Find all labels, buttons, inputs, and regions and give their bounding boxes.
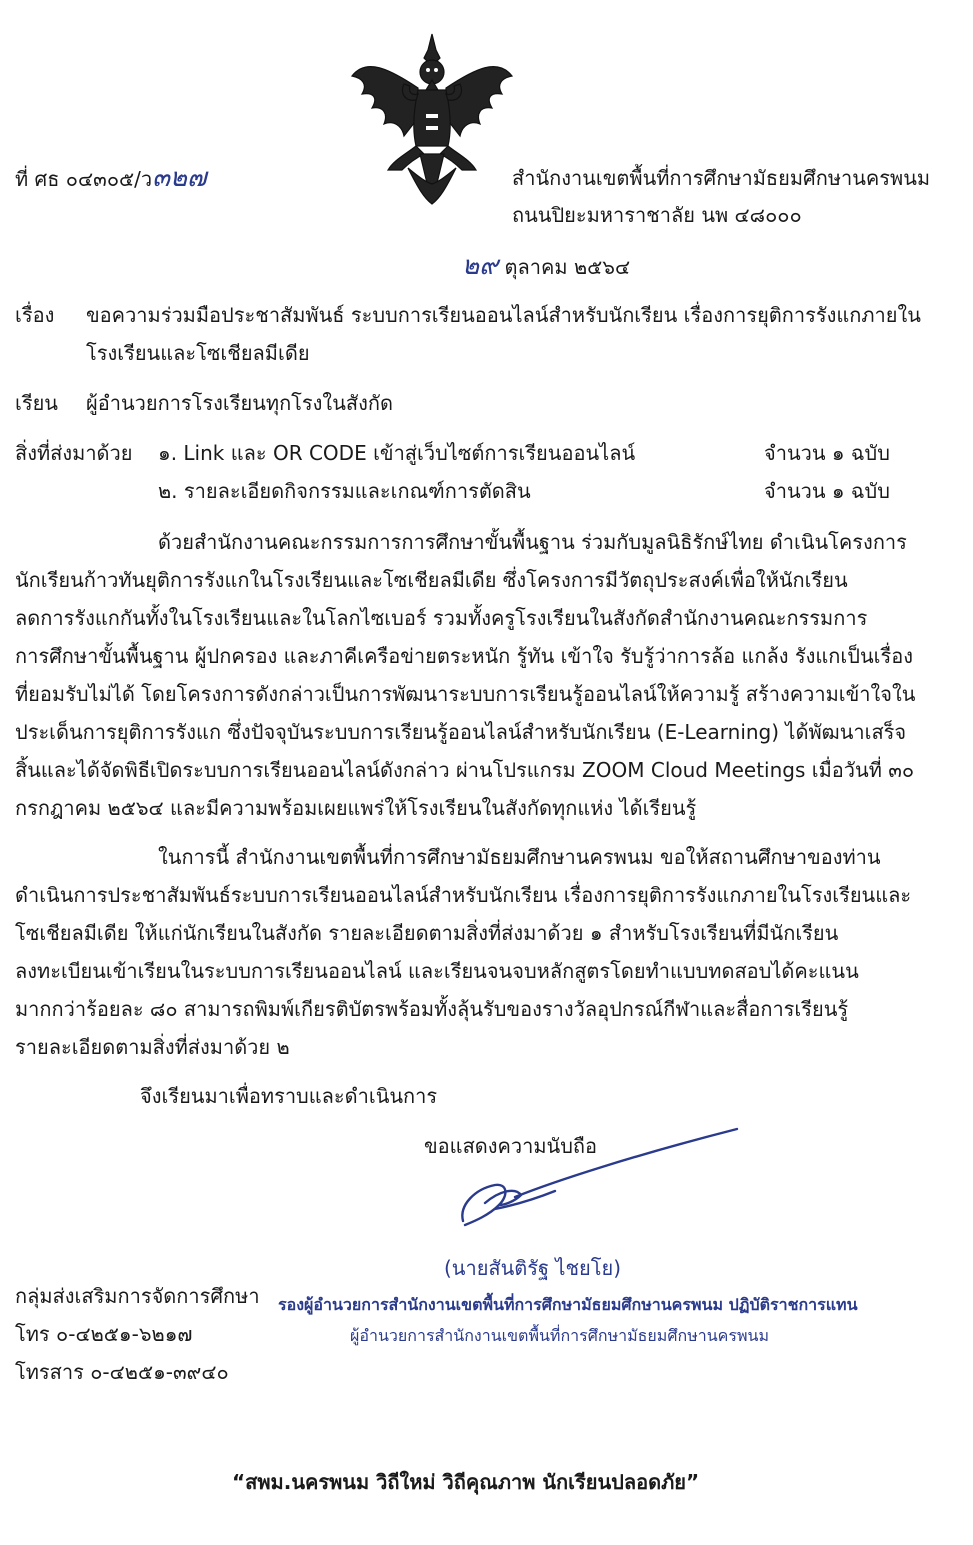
recipient-value: ผู้อำนวยการโรงเรียนทุกโรงในสังกัด: [86, 391, 393, 415]
paragraph-2-line: โซเชียลมีเดีย ให้แก่นักเรียนในสังกัด รายละเอียดตามสิ่งที่ส่งมาด้วย ๑ สำหรับโรงเรียนที่มีนักเรียน: [15, 921, 839, 945]
paragraph-1-line: สิ้นและได้จัดพิธีเปิดระบบการเรียนออนไลน์ดังกล่าว ผ่านโปรแกรม ZOOM Cloud Meetings เมื่อวันที่ ๓๐: [15, 758, 915, 782]
reference-number: [15, 163, 207, 193]
paragraph-1-line: ที่ยอมรับไม่ได้ โดยโครงการดังกล่าวเป็นการพัฒนาระบบการเรียนรู้ออนไลน์ให้ความรู้ สร้างความเข้าใจใน: [15, 682, 916, 706]
paragraph-1-line: นักเรียนก้าวทันยุติการรังแกในโรงเรียนและโซเชียลมีเดีย ซึ่งโครงการมีวัตถุประสงค์เพื่อให้นักเรียน: [15, 568, 848, 592]
enclosure-item-count: จำนวน ๑ ฉบับ: [764, 441, 890, 465]
subject-line-2: โรงเรียนและโซเชียลมีเดีย: [86, 341, 310, 365]
enclosure-item-text: ๒. รายละเอียดกิจกรรมและเกณฑ์การตัดสิน: [158, 479, 531, 503]
salutation: ขอแสดงความนับถือ: [424, 1134, 598, 1158]
recipient-label: เรียน: [15, 391, 58, 415]
signer-title-line-2: ผู้อำนวยการสำนักงานเขตพื้นที่การศึกษามัธยมศึกษานครพนม: [350, 1326, 769, 1345]
slogan: “สพม.นครพนม วิถีใหม่ วิถีคุณภาพ นักเรียนปลอดภัย”: [232, 1470, 700, 1494]
paragraph-1-line: การศึกษาขั้นพื้นฐาน ผู้ปกครอง และภาคีเครือข่ายตระหนัก รู้ทัน เข้าใจ รับรู้ว่าการล้อ แกล้ง รังแกเป็นเรื่อง: [15, 644, 913, 668]
contact-phone: โทร ๐-๔๒๕๑-๖๒๑๗: [15, 1322, 193, 1346]
paragraph-1-line: ด้วยสำนักงานคณะกรรมการการศึกษาขั้นพื้นฐาน ร่วมกับมูลนิธิรักษ์ไทย ดำเนินโครงการ: [158, 530, 907, 554]
paragraph-2-line: ในการนี้ สำนักงานเขตพื้นที่การศึกษามัธยมศึกษานครพนม ขอให้สถานศึกษาของท่าน: [158, 845, 881, 869]
document-date: [462, 251, 631, 281]
handwritten-signature: [455, 1125, 745, 1235]
paragraph-2-line: ดำเนินการประชาสัมพันธ์ระบบการเรียนออนไลน์สำหรับนักเรียน เรื่องการยุติการรังแกภายในโรงเรียนและ: [15, 883, 912, 907]
closing-text: จึงเรียนมาเพื่อทราบและดำเนินการ: [140, 1084, 438, 1108]
office-name: สำนักงานเขตพื้นที่การศึกษามัธยมศึกษานครพนม: [512, 166, 931, 190]
reference-prefix: ที่ ศธ ๐๔๓๐๕/ว: [15, 167, 153, 191]
enclosure-item-count: จำนวน ๑ ฉบับ: [764, 479, 890, 503]
paragraph-1-line: ประเด็นการยุติการรังแก ซึ่งปัจจุบันระบบการเรียนรู้ออนไลน์สำหรับนักเรียน (E-Learning) ได้พัฒนาเสร็จ: [15, 720, 907, 744]
subject-line-1: ขอความร่วมมือประชาสัมพันธ์ ระบบการเรียนออนไลน์สำหรับนักเรียน เรื่องการยุติการรังแกภายใน: [86, 303, 921, 327]
paragraph-2-line: มากกว่าร้อยละ ๘๐ สามารถพิมพ์เกียรติบัตรพร้อมทั้งลุ้นรับของรางวัลอุปกรณ์กีฬาและสื่อการเรียนรู้: [15, 997, 849, 1021]
contact-department: กลุ่มส่งเสริมการจัดการศึกษา: [15, 1284, 260, 1308]
paragraph-2-line: ลงทะเบียนเข้าเรียนในระบบการเรียนออนไลน์ และเรียนจนจบหลักสูตรโดยทำแบบทดสอบได้คะแนน: [15, 959, 859, 983]
date-month-year: ตุลาคม ๒๕๖๔: [504, 255, 631, 279]
signer-title-line-1: รองผู้อำนวยการสำนักงานเขตพื้นที่การศึกษามัธยมศึกษานครพนม ปฏิบัติราชการแทน: [278, 1295, 858, 1314]
contact-fax: โทรสาร ๐-๔๒๕๑-๓๙๔๐: [15, 1360, 229, 1384]
paragraph-1-line: กรกฎาคม ๒๕๖๔ และมีความพร้อมเผยแพร่ให้โรงเรียนในสังกัดทุกแห่ง ได้เรียนรู้: [15, 796, 697, 820]
date-handwritten-day: ๒๙: [462, 251, 499, 281]
office-address: ถนนปิยะมหาราชาลัย นพ ๔๘๐๐๐: [512, 203, 802, 227]
paragraph-2-line: รายละเอียดตามสิ่งที่ส่งมาด้วย ๒: [15, 1035, 290, 1059]
enclosure-item-text: ๑. Link และ OR CODE เข้าสู่เว็บไซต์การเรียนออนไลน์: [158, 441, 636, 465]
enclosures-label: สิ่งที่ส่งมาด้วย: [15, 441, 133, 465]
signer-name: (นายสันติรัฐ ไชยโย): [444, 1256, 622, 1280]
paragraph-1-line: ลดการรังแกกันทั้งในโรงเรียนและในโลกไซเบอร์ รวมทั้งครูโรงเรียนในสังกัดสำนักงานคณะกรรมการ: [15, 606, 868, 630]
garuda-emblem-icon: [348, 28, 516, 208]
subject-label: เรื่อง: [15, 303, 55, 327]
reference-handwritten-number: ๓๒๗: [152, 163, 207, 193]
